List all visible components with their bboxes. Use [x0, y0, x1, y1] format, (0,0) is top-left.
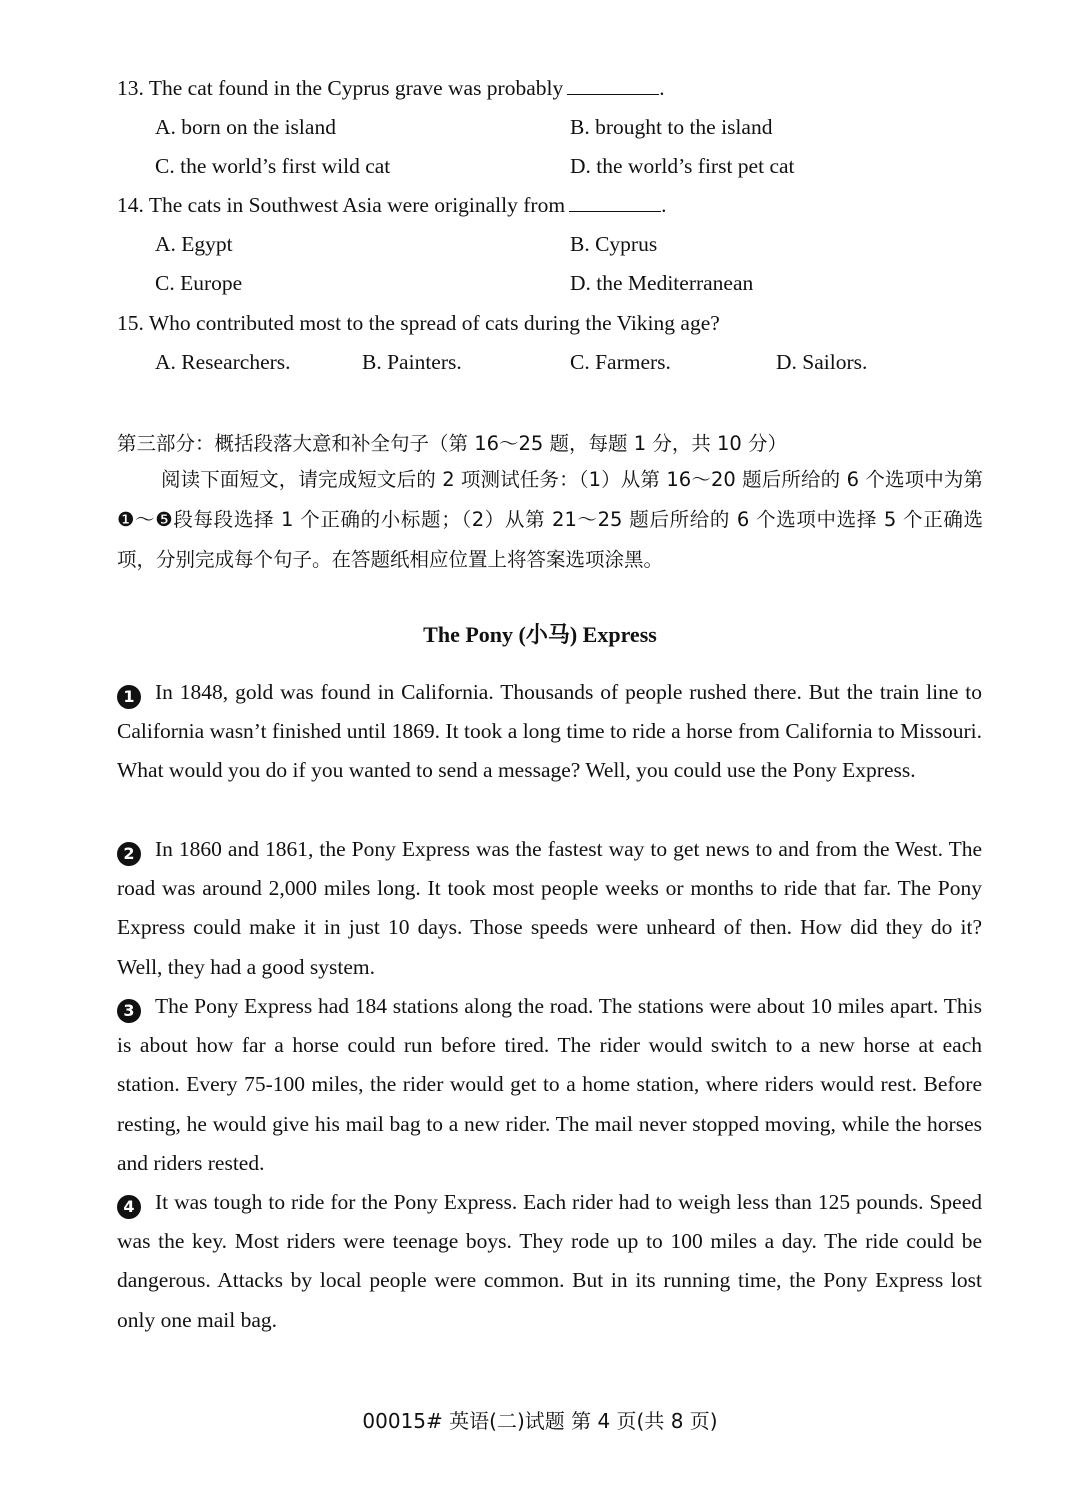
q14-option-c — [155, 270, 242, 296]
question-number: 14. — [117, 193, 144, 217]
q15-option-b — [362, 349, 462, 375]
q15-option-a — [155, 349, 291, 375]
option-text: Painters. — [387, 350, 462, 374]
question-number: 15. — [117, 311, 144, 335]
question-text: The cats in Southwest Asia were originally from — [148, 193, 566, 217]
paragraph-marker-3: 3 — [117, 999, 141, 1023]
option-text: Egypt — [181, 232, 233, 256]
option-letter: D. — [570, 154, 591, 178]
section-3-heading: 第三部分：概括段落大意和补全句子（第 16～25 题，每题 1 分，共 10 分） — [117, 432, 788, 455]
paragraph-text: In 1848, gold was found in California. Thousands of people rushed there. But the train line to California wasn’t finished until 1869. It took a long time to ride a horse from California to Missouri. What would you do if you wanted to send a message? Well, you could use the Pony Express. — [117, 680, 982, 783]
option-text: the world’s first pet cat — [596, 154, 795, 178]
q14-option-b — [570, 231, 657, 257]
option-text: Farmers. — [595, 350, 671, 374]
q13-option-c — [155, 153, 390, 179]
option-letter: A. — [155, 115, 176, 139]
section-3-instructions: 阅读下面短文，请完成短文后的 2 项测试任务：（1）从第 16～20 题后所给的 6 个选项中为第❶～❺段每段选择 1 个正确的小标题；（2）从第 21～25 题后所给的 6 个选项中选择 5 个正确选项，分别完成每个句子。在答题纸相应位置上将答案选项涂黑。 — [117, 468, 983, 571]
passage-paragraph-2 — [117, 830, 982, 987]
option-letter: B. — [362, 350, 382, 374]
question-end: . — [661, 193, 667, 217]
option-text: the Mediterranean — [596, 271, 754, 295]
q15-option-d — [776, 349, 867, 375]
option-letter: C. — [155, 271, 175, 295]
option-letter: B. — [570, 115, 590, 139]
option-text: Researchers. — [181, 350, 291, 374]
option-letter: C. — [570, 350, 590, 374]
option-text: born on the island — [181, 115, 336, 139]
page-footer: 00015# 英语(二)试题 第 4 页(共 8 页) — [362, 1409, 718, 1433]
question-13-stem — [117, 75, 665, 101]
option-text: Cyprus — [595, 232, 658, 256]
question-text: The cat found in the Cyprus grave was probably — [148, 76, 564, 100]
question-end: . — [659, 76, 665, 100]
option-letter: B. — [570, 232, 590, 256]
question-number: 13. — [117, 76, 144, 100]
option-letter: C. — [155, 154, 175, 178]
option-letter: D. — [776, 350, 797, 374]
option-letter: A. — [155, 232, 176, 256]
passage-paragraph-4 — [117, 1183, 982, 1340]
paragraph-text: It was tough to ride for the Pony Express. Each rider had to weigh less than 125 pounds. Speed was the key. Most riders were teenage boys. They rode up to 100 miles a day. The ride could be dangerous. Attacks by local people were common. But in its running time, the Pony Express lost only one mail bag. — [117, 1190, 982, 1332]
q13-option-d — [570, 153, 795, 179]
option-letter: D. — [570, 271, 591, 295]
q13-option-b — [570, 114, 772, 140]
paragraph-text: In 1860 and 1861, the Pony Express was the fastest way to get news to and from the West. The road was around 2,000 miles long. It took most people weeks or months to ride that far. The Pony Express could make it in just 10 days. Those speeds were unheard of then. How did they do it? Well, they had a good system. — [117, 837, 982, 979]
paragraph-marker-1: 1 — [117, 685, 141, 709]
option-text: the world’s first wild cat — [180, 154, 391, 178]
option-text: brought to the island — [595, 115, 773, 139]
passage-paragraph-3 — [117, 987, 982, 1183]
question-15-stem — [117, 310, 720, 336]
passage-paragraph-1 — [117, 673, 982, 791]
option-letter: A. — [155, 350, 176, 374]
paragraph-marker-2: 2 — [117, 842, 141, 866]
option-text: Europe — [180, 271, 243, 295]
answer-blank — [569, 193, 661, 212]
answer-blank — [567, 76, 659, 95]
q14-option-d — [570, 270, 753, 296]
q13-option-a — [155, 114, 336, 140]
question-14-stem — [117, 192, 666, 218]
q14-option-a — [155, 231, 233, 257]
paragraph-marker-4: 4 — [117, 1195, 141, 1219]
q15-option-c — [570, 349, 671, 375]
option-text: Sailors. — [802, 350, 868, 374]
passage-title: The Pony (小马) Express — [423, 622, 657, 647]
question-text: Who contributed most to the spread of cats during the Viking age? — [148, 311, 720, 335]
paragraph-text: The Pony Express had 184 stations along the road. The stations were about 10 miles apart. This is about how far a horse could run before tired. The rider would switch to a new horse at each station. Every 75-100 miles, the rider would get to a home station, where riders would rest. Before resting, he would give his mail bag to a new rider. The mail never stopped moving, while the horses and riders rested. — [117, 994, 982, 1175]
